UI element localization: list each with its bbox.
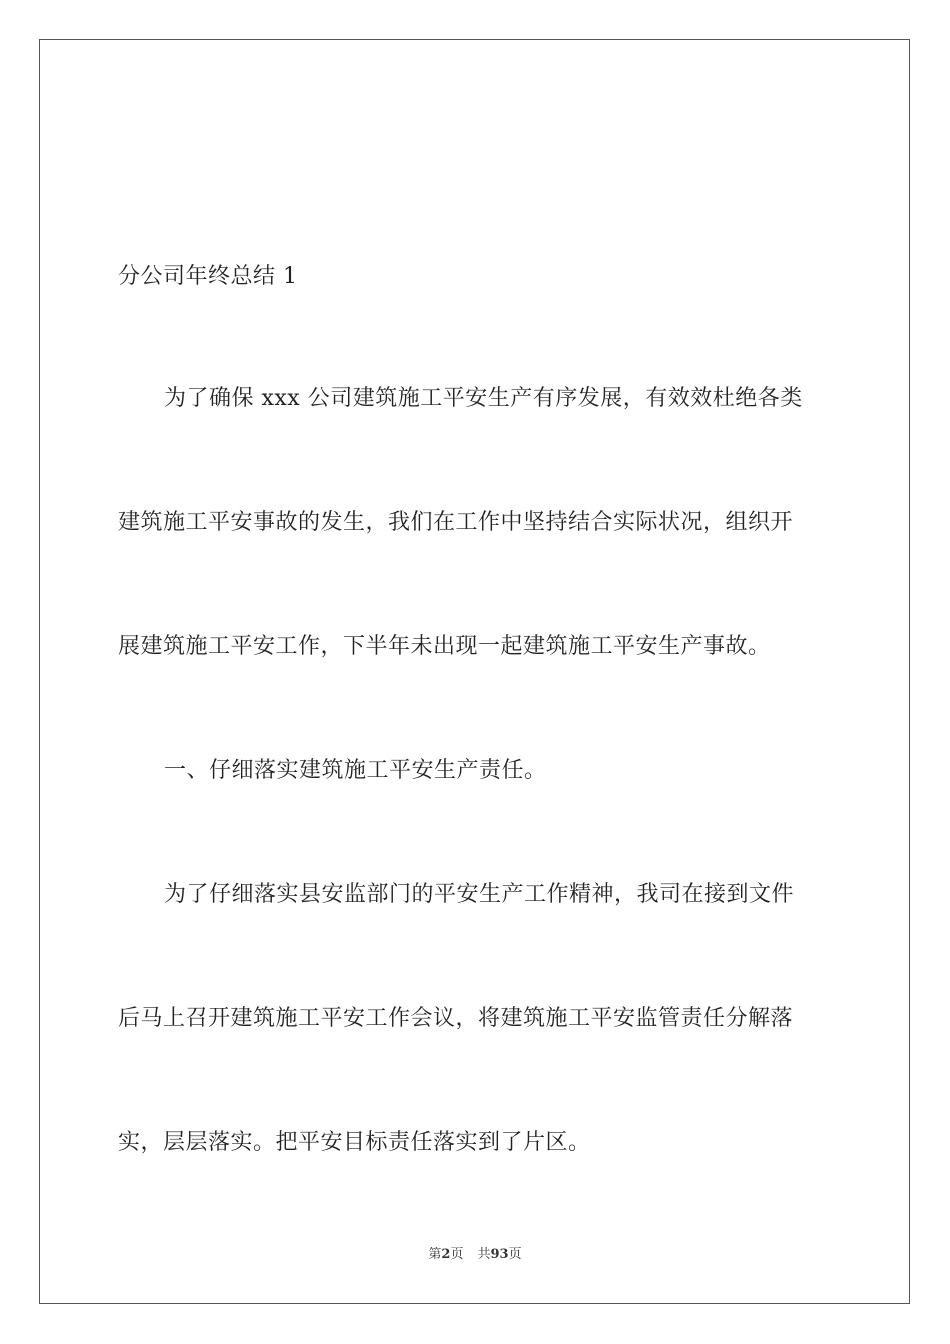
paragraph-2-line-2: 后马上召开建筑施工平安工作会议，将建筑施工平安监管责任分解落 — [118, 1006, 794, 1031]
paragraph-1-line-1: 为了确保 xxx 公司建筑施工平安生产有序发展，有效效杜绝各类 — [164, 386, 803, 411]
total-suffix: 页 — [508, 1247, 522, 1262]
section-heading-1: 一、仔细落实建筑施工平安生产责任。 — [164, 758, 547, 783]
page-prefix: 第 — [428, 1247, 442, 1262]
paragraph-1-line-3: 展建筑施工平安工作，下半年未出现一起建筑施工平安生产事故。 — [118, 634, 771, 659]
current-page-number: 2 — [441, 1247, 451, 1262]
total-page-count: 93 — [490, 1247, 509, 1262]
page-suffix: 页 — [450, 1247, 464, 1262]
page-border — [39, 39, 910, 1304]
paragraph-2-line-1: 为了仔细落实县安监部门的平安生产工作精神，我司在接到文件 — [164, 882, 795, 907]
page-footer — [0, 1246, 950, 1264]
document-title: 分公司年终总结 1 — [118, 264, 298, 289]
total-prefix: 共 — [477, 1247, 491, 1262]
paragraph-1-line-2: 建筑施工平安事故的发生，我们在工作中坚持结合实际状况，组织开 — [118, 510, 794, 535]
paragraph-2-line-3: 实，层层落实。把平安目标责任落实到了片区。 — [118, 1130, 591, 1155]
